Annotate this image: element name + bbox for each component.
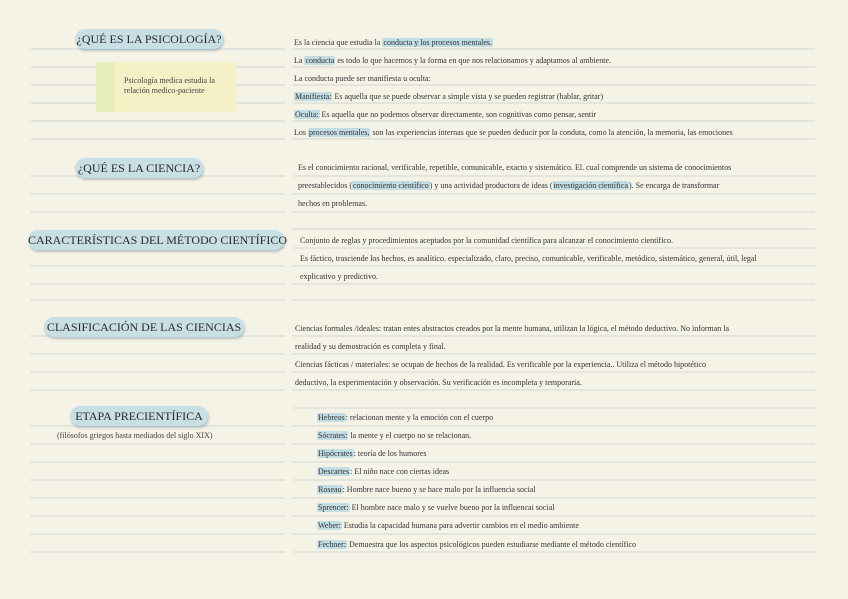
clasificacion-line-4: deductivo, la experimentación y observación. Su verificación es incompleta y temporaria. bbox=[295, 378, 582, 387]
list-item: Sócrates: la mente y el cuerpo no se relacionan. bbox=[318, 431, 472, 440]
list-item: Roseau: Hombre nace bueno y se hace malo por la influencia social bbox=[318, 485, 536, 494]
clasificacion-line-1: Ciencias formales /ideales: tratan entes abstractos creados por la mente humana, utilizan la lógica, el método deductivo. No informan la bbox=[295, 324, 730, 333]
list-item: Descartes: El niño nace con ciertas ideas bbox=[318, 467, 450, 476]
term-highlight: Sprencer: bbox=[318, 503, 349, 512]
metodo-line-3: explicativo y predictivo. bbox=[300, 272, 378, 281]
term-highlight: Sócrates: bbox=[318, 431, 348, 440]
psicologia-line-5: Oculta: Es aquella que no podemos observar directamente, son cognitivas como pensar, sentir bbox=[295, 110, 597, 119]
list-item: Hipócrates: teoría de los humores bbox=[318, 449, 427, 458]
sticky-note bbox=[96, 62, 236, 112]
term-highlight: Hebreos bbox=[318, 413, 345, 422]
term-highlight: Hipócrates bbox=[318, 449, 353, 458]
term-highlight: Oculta: bbox=[295, 110, 319, 119]
clasificacion-line-2: realidad y su demostración es completa y final. bbox=[295, 342, 446, 351]
sticky-note-text: Psicología medica estudia la relación medico-paciente bbox=[124, 76, 215, 95]
precientifica-subtitle: (filósofos griegos hasta mediados del siglo XIX) bbox=[57, 431, 213, 440]
heading-clasificacion-ciencias[interactable]: CLASIFICACIÓN DE LAS CIENCIAS bbox=[44, 317, 244, 337]
term-highlight: investigación científica bbox=[553, 181, 628, 190]
term-highlight: Weber: bbox=[318, 521, 341, 530]
metodo-line-1: Conjunto de reglas y procedimientos aceptados por la comunidad científica para alcanzar el conocimiento científico. bbox=[300, 236, 673, 245]
psicologia-line-2: La conducta es todo lo que hacemos y la forma en que nos relacionamos y adaptamos al ambiente. bbox=[294, 56, 612, 65]
psicologia-line-1: Es la ciencia que estudia la conducta y los procesos mentales. bbox=[294, 38, 493, 47]
list-item: Hebreos: relacionan mente y la emoción con el cuerpo bbox=[318, 413, 494, 422]
term-highlight: Descartes bbox=[318, 467, 350, 476]
ciencia-line-2: preestablecidos (conocimiento científico) y una actividad productora de ideas (investigación científica). Se encarga de transformar bbox=[298, 181, 720, 190]
term-highlight: Roseau bbox=[318, 485, 342, 494]
heading-que-es-ciencia[interactable]: ¿QUÉ ES LA CIENCIA? bbox=[75, 158, 203, 178]
psicologia-line-4: Manifiesta: Es aquella que se puede observar a simple vista y se pueden registrar (hablar, gritar) bbox=[295, 92, 604, 101]
psicologia-line-6: Los procesos mentales, son las experiencias internas que se pueden deducir por la conduta, como la atención, la memoria, las emociones bbox=[294, 128, 733, 137]
list-item: Sprencer: El hombre nace malo y se vuelve bueno por la influencai social bbox=[318, 503, 555, 512]
heading-que-es-psicologia[interactable]: ¿QUÉ ES LA PSICOLOGÍA? bbox=[75, 29, 223, 49]
list-item: Fechner: Demuestra que los aspectos psicológicos pueden estudiarse mediante el método científico bbox=[318, 540, 637, 549]
term-highlight: Manifiesta: bbox=[295, 92, 332, 101]
term-highlight: procesos mentales, bbox=[309, 128, 370, 137]
term-highlight: conducta bbox=[305, 56, 335, 65]
term-highlight: conocimiento científico bbox=[352, 181, 429, 190]
ciencia-line-3: hechos en problemas. bbox=[298, 199, 368, 208]
psicologia-line-3: La conducta puede ser manifiesta u oculta: bbox=[294, 74, 431, 83]
term-highlight: Fechner: bbox=[318, 540, 346, 549]
metodo-line-2: Es fáctico, trasciende los hechos, es analítico. especializado, claro, preciso, comunicable, verificable, metódico, sistemático, general, útil, legal bbox=[300, 254, 757, 263]
heading-etapa-precientifica[interactable]: ETAPA PRECIENTÍFICA bbox=[70, 406, 208, 426]
clasificacion-line-3: Ciencias fácticas / materiales: se ocupan de hechos de la realidad. Es verificable por la experiencia.. Utiliza el método hipotético bbox=[295, 360, 706, 369]
ciencia-line-1: Es el conocimiento racional, verificable, repetible, comunicable, exacto y sistemático. El. cual comprende un sistema de conocimientos bbox=[298, 163, 732, 172]
list-item: Weber: Estudia la capacidad humana para advertir cambios en el medio ambiente bbox=[318, 521, 579, 530]
heading-caracteristicas-metodo[interactable]: CARACTERÍSTICAS DEL MÉTODO CIENTÍFICO bbox=[28, 230, 284, 250]
term-highlight: conducta y los procesos mentales. bbox=[383, 38, 493, 47]
